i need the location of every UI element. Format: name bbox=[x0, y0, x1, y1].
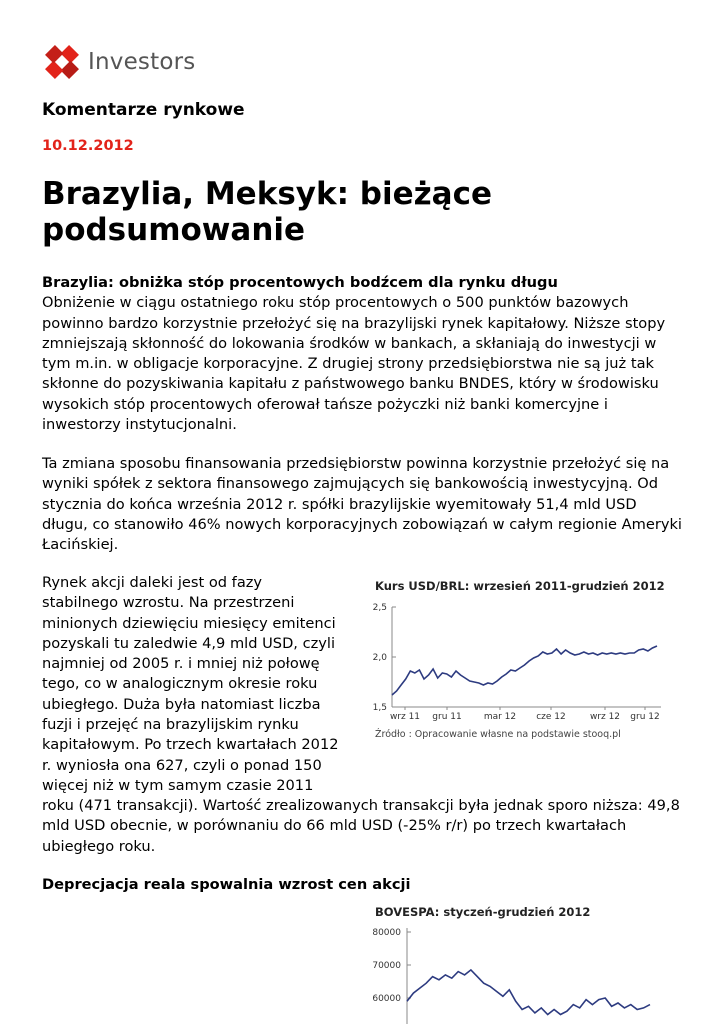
paragraph-3-line: tego, co w analogicznym okresie roku bbox=[42, 675, 318, 693]
x-tick-label: gru 12 bbox=[630, 712, 660, 722]
y-tick-label: 60000 bbox=[372, 994, 401, 1004]
chart-source: Źródło : Opracowanie własne na podstawie stooq.pl bbox=[375, 729, 621, 740]
chart-bovespa-svg bbox=[365, 902, 665, 1024]
paragraph-3-line: pozyskali tu zaledwie 4,9 mld USD, czyli bbox=[42, 634, 336, 652]
x-tick-label: wrz 12 bbox=[589, 712, 621, 722]
logo bbox=[42, 42, 195, 82]
paragraph-3-line: r. wyniosła ona 627, czyli o ponad 150 bbox=[42, 756, 322, 774]
y-tick-label: 2,5 bbox=[372, 603, 387, 613]
paragraph-1-heading: Brazylia: obniżka stóp procentowych bodźcem dla rynku długu bbox=[42, 274, 558, 291]
x-tick-label: wrz 11 bbox=[389, 712, 421, 722]
y-tick-label: 2,0 bbox=[372, 653, 387, 663]
paragraph-1-body: Obniżenie w ciągu ostatniego roku stóp procentowych o 500 punktów bazowych powinno bardzo korzystnie przełożyć się na brazylijski rynek kapitałowy. Niższe stopy zmniejszają skłonność do lokowania środków w bankach, a skłaniają do inwestycji w tym m.in. w obligacje korporacyjne. Z drugiej strony przedsiębiorstwa nie są już tak skłonne do pozyskiwania kapitału z państwowego banku BNDES, który w środowisku wysokich stóp procentowych oferował tańsze pożyczki niż banki komercyjne i inwestorzy instytucjonalni. bbox=[42, 294, 666, 434]
chart-usd-brl bbox=[365, 575, 665, 750]
chart-bovespa bbox=[365, 902, 665, 1024]
x-tick-label: gru 11 bbox=[432, 712, 462, 722]
series-line-usd-brl bbox=[392, 646, 657, 695]
logo-text: Investors bbox=[88, 49, 196, 75]
x-tick-label: cze 12 bbox=[536, 712, 566, 722]
paragraph-3-line: minionych dziewięciu miesięcy emitenci bbox=[42, 614, 336, 632]
y-tick-label: 70000 bbox=[372, 961, 401, 971]
chart-usd-brl-svg bbox=[365, 575, 665, 750]
paragraph-3-line: Rynek akcji daleki jest od fazy bbox=[42, 574, 263, 591]
x-tick-label: mar 12 bbox=[483, 712, 517, 722]
paragraph-3-wrapped bbox=[42, 573, 352, 796]
investors-logo-icon bbox=[42, 42, 82, 82]
paragraph-3-line: ubiegłego. Duża była natomiast liczba bbox=[42, 695, 321, 713]
page-title bbox=[42, 176, 692, 248]
section-label: Komentarze rynkowe bbox=[42, 100, 245, 120]
paragraph-3-line: fuzji i przejęć na brazylijskim rynku bbox=[42, 716, 299, 734]
series-line-bovespa bbox=[407, 970, 650, 1015]
chart-title: Kurs USD/BRL: wrzesień 2011-grudzień 2012 bbox=[375, 579, 665, 593]
publication-date: 10.12.2012 bbox=[42, 138, 134, 154]
title-line-2: podsumowanie bbox=[42, 212, 306, 248]
title-line-1: Brazylia, Meksyk: bieżące bbox=[42, 176, 492, 212]
paragraph-2: Ta zmiana sposobu finansowania przedsiębiorstw powinna korzystnie przełożyć się na wyniki spółek z sektora finansowego zajmujących się bankowością inwestycyjną. Od stycznia do końca września 2012 r. spółki brazylijskie wyemitowały 51,4 mld USD długu, co stanowiło 46% nowych korporacyjnych zobowiązań w całym regionie Ameryki Łacińskiej. bbox=[42, 455, 682, 554]
y-tick-label: 1,5 bbox=[372, 703, 387, 713]
paragraph-1 bbox=[42, 273, 687, 435]
paragraph-3-line: najmniej od 2005 r. i mniej niż połowę bbox=[42, 655, 320, 673]
paragraph-3-line: stabilnego wzrostu. Na przestrzeni bbox=[42, 594, 295, 612]
subheading-2: Deprecjacja reala spowalnia wzrost cen akcji bbox=[42, 876, 411, 893]
paragraph-3-line: kapitałowym. Po trzech kwartałach 2012 bbox=[42, 736, 339, 754]
chart-title: BOVESPA: styczeń-grudzień 2012 bbox=[375, 905, 591, 919]
paragraph-3-line: więcej niż w tym samym czasie 2011 bbox=[42, 776, 314, 794]
y-tick-label: 80000 bbox=[372, 928, 401, 938]
paragraph-3-rest: roku (471 transakcji). Wartość zrealizowanych transakcji była jednak sporo niższa: 49,8 mld USD obecnie, w porównaniu do 66 mld USD (-25% r/r) po trzech kwartałach ubiegłego roku. bbox=[42, 797, 680, 855]
